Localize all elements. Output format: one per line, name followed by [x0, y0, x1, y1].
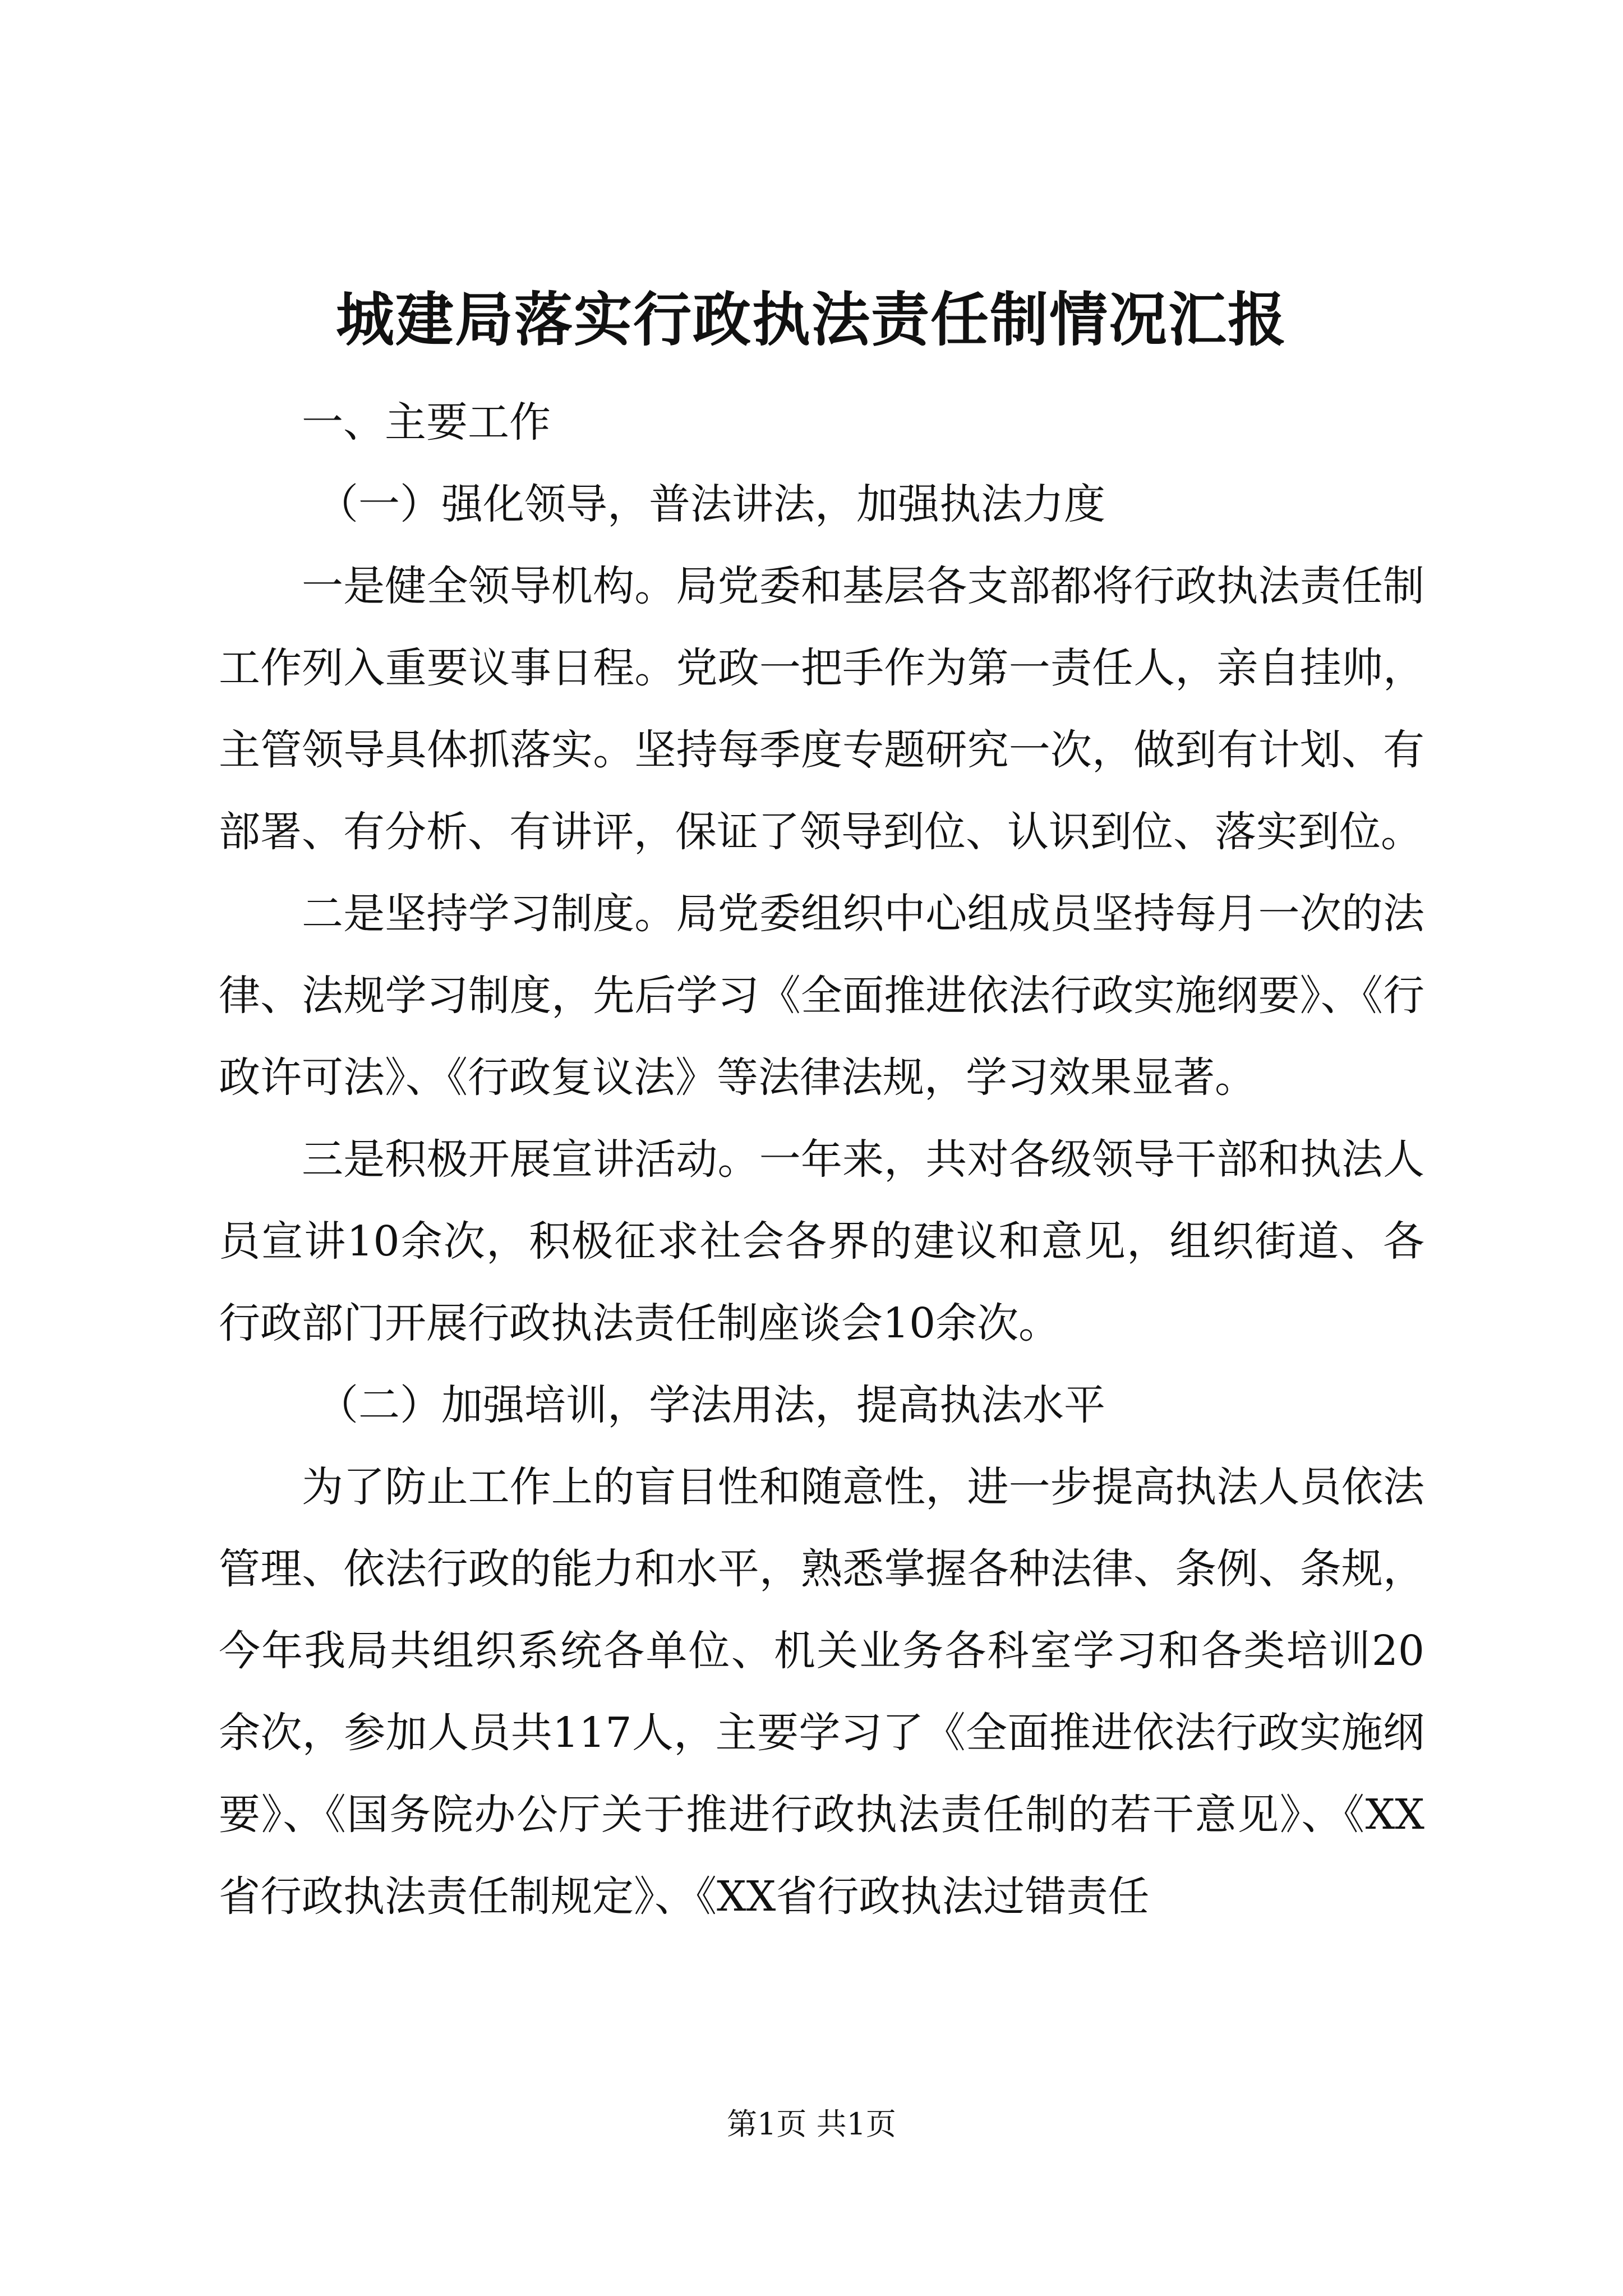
- section-heading: 一、主要工作: [302, 398, 551, 447]
- subsection-heading-1: （一）强化领导，普法讲法，加强执法力度: [317, 480, 1105, 528]
- paragraph-4: 为了防止工作上的盲目性和随意性，进一步提高执法人员依法管理、依法行政的能力和水平，熟悉掌握各种法律、条例、条规，今年我局共组织系统各单位、机关业务各科室学习和各类培训20余次，参加人员共117人，主要学习了《全面推进依法行政实施纲要》、《国务院办公厅关于推进行政执法责任制的若干意见》、《XX省行政执法责任制规定》、《XX省行政执法过错责任: [219, 1463, 1424, 1921]
- subsection-heading-2: （二）加强培训，学法用法，提高执法水平: [317, 1381, 1105, 1429]
- paragraph-2: 二是坚持学习制度。局党委组织中心组成员坚持每月一次的法律、法规学习制度，先后学习《全面推进依法行政实施纲要》、《行政许可法》、《行政复议法》等法律法规，学习效果显著。: [219, 890, 1424, 1102]
- paragraph-3: 三是积极开展宣讲活动。一年来，共对各级领导干部和执法人员宣讲10余次，积极征求社会各界的建议和意见，组织街道、各行政部门开展行政执法责任制座谈会10余次。: [219, 1135, 1424, 1347]
- document-title: 城建局落实行政执法责任制情况汇报: [335, 285, 1287, 354]
- page-footer: 第1页 共1页: [727, 2106, 896, 2142]
- document-body: [219, 381, 1424, 1938]
- paragraph-1: 一是健全领导机构。局党委和基层各支部都将行政执法责任制工作列入重要议事日程。党政一把手作为第一责任人，亲自挂帅，主管领导具体抓落实。坚持每季度专题研究一次，做到有计划、有部署、有分析、有讲评，保证了领导到位、认识到位、落实到位。: [219, 562, 1424, 856]
